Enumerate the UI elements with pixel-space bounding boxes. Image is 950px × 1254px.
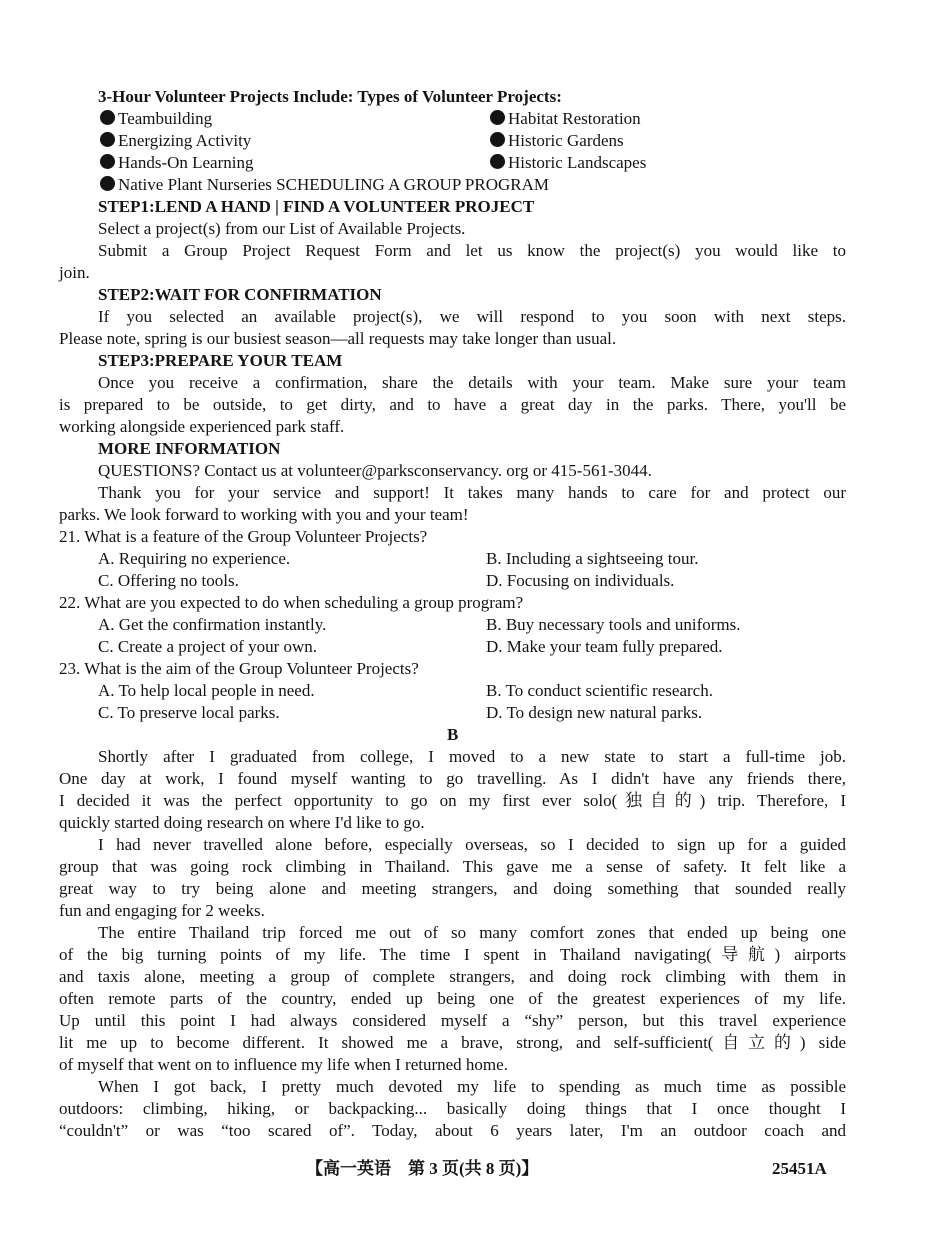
- passage-line: When I got back, I pretty much devoted my life to spending as much time as possible: [98, 1077, 846, 1096]
- step2-text: Please note, spring is our busiest season—all requests may take longer than usual.: [59, 329, 617, 348]
- question-stem: 23. What is the aim of the Group Volunteer Projects?: [59, 659, 419, 678]
- passage-line: The entire Thailand trip forced me out of so many comfort zones that ended up being one: [98, 923, 846, 942]
- passage-line: fun and engaging for 2 weeks.: [59, 901, 265, 920]
- thanks-text: Thank you for your service and support! It takes many hands to care for and protect our: [98, 483, 846, 502]
- passage-line: group that was going rock climbing in Thailand. This gave me a sense of safety. It felt like a: [59, 857, 846, 876]
- contact-text: QUESTIONS? Contact us at volunteer@parksconservancy. org or 415-561-3044.: [98, 461, 652, 480]
- step3-text: working alongside experienced park staff.: [59, 417, 345, 436]
- passage-line: often remote parts of the country, ended up being one of the greatest experiences of my life.: [59, 989, 846, 1008]
- passage-line: I had never travelled alone before, especially overseas, so I decided to sign up for a guided: [98, 835, 846, 854]
- list-item: Historic Landscapes: [490, 152, 646, 174]
- exam-code: 25451A: [772, 1159, 827, 1178]
- step2-heading: STEP2:WAIT FOR CONFIRMATION: [98, 285, 382, 304]
- thanks-text: parks. We look forward to working with you and your team!: [59, 505, 469, 524]
- passage-line: of the big turning points of my life. The time I spent in Thailand navigating(导航) airports: [59, 945, 846, 964]
- option-a: A. Requiring no experience.: [98, 549, 291, 568]
- step3-heading: STEP3:PREPARE YOUR TEAM: [98, 351, 343, 370]
- bullet-icon: [100, 154, 115, 169]
- bullet-icon: [100, 132, 115, 147]
- list-item: Historic Gardens: [490, 130, 624, 152]
- option-d: D. Focusing on individuals.: [486, 571, 675, 590]
- passage-line: quickly started doing research on where I'd like to go.: [59, 813, 425, 832]
- list-item: Teambuilding: [100, 108, 212, 130]
- passage-line: lit me up to become different. It showed me a brave, strong, and self-sufficient(自立的) side: [59, 1033, 846, 1052]
- option-b: B. Including a sightseeing tour.: [486, 549, 699, 568]
- option-d: D. To design new natural parks.: [486, 703, 703, 722]
- bullet-icon: [490, 110, 505, 125]
- passage-line: “couldn't” or was “too scared of”. Today, about 6 years later, I'm an outdoor coach and: [59, 1121, 846, 1140]
- option-a: A. Get the confirmation instantly.: [98, 615, 327, 634]
- bullet-icon: [490, 154, 505, 169]
- list-item: Native Plant Nurseries SCHEDULING A GROUP PROGRAM: [100, 174, 549, 196]
- bullet-icon: [100, 176, 115, 191]
- step2-text: If you selected an available project(s), we will respond to you soon with next steps.: [98, 307, 846, 326]
- passage-line: I decided it was the perfect opportunity to go on my first ever solo(独自的) trip. Therefore, I: [59, 791, 846, 810]
- projects-heading: 3-Hour Volunteer Projects Include: Types of Volunteer Projects:: [98, 87, 562, 106]
- list-item: Habitat Restoration: [490, 108, 641, 130]
- passage-line: great way to try being alone and meeting strangers, and doing something that sounded really: [59, 879, 846, 898]
- question-stem: 22. What are you expected to do when scheduling a group program?: [59, 593, 524, 612]
- bullet-icon: [100, 110, 115, 125]
- step3-text: is prepared to be outside, to get dirty, and to have a great day in the parks. There, you'll be: [59, 395, 846, 414]
- list-item: Energizing Activity: [100, 130, 251, 152]
- passage-line: of myself that went on to influence my life when I returned home.: [59, 1055, 508, 1074]
- page-footer-label: 【高一英语 第 3 页(共 8 页)】: [306, 1159, 539, 1178]
- question-stem: 21. What is a feature of the Group Volunteer Projects?: [59, 527, 428, 546]
- option-b: B. Buy necessary tools and uniforms.: [486, 615, 741, 634]
- passage-line: outdoors: climbing, hiking, or backpacking... basically doing things that I once thought I: [59, 1099, 846, 1118]
- option-c: C. Create a project of your own.: [98, 637, 318, 656]
- option-c: C. Offering no tools.: [98, 571, 239, 590]
- bullet-icon: [490, 132, 505, 147]
- step1-heading: STEP1:LEND A HAND | FIND A VOLUNTEER PROJECT: [98, 197, 535, 216]
- passage-line: Shortly after I graduated from college, I moved to a new state to start a full-time job.: [98, 747, 846, 766]
- step1-text: Select a project(s) from our List of Available Projects.: [98, 219, 466, 238]
- step1-text: Submit a Group Project Request Form and let us know the project(s) you would like to: [98, 241, 846, 260]
- list-item: Hands-On Learning: [100, 152, 254, 174]
- option-b: B. To conduct scientific research.: [486, 681, 713, 700]
- step1-text: join.: [59, 263, 90, 282]
- option-a: A. To help local people in need.: [98, 681, 315, 700]
- step3-text: Once you receive a confirmation, share the details with your team. Make sure your team: [98, 373, 846, 392]
- option-d: D. Make your team fully prepared.: [486, 637, 723, 656]
- passage-line: One day at work, I found myself wanting to go travelling. As I didn't have any friends there,: [59, 769, 846, 788]
- passage-line: Up until this point I had always considered myself a “shy” person, but this travel experience: [59, 1011, 846, 1030]
- more-info-heading: MORE INFORMATION: [98, 439, 281, 458]
- section-b-heading: B: [447, 725, 459, 744]
- passage-line: and taxis alone, meeting a group of complete strangers, and doing rock climbing with them in: [59, 967, 846, 986]
- option-c: C. To preserve local parks.: [98, 703, 280, 722]
